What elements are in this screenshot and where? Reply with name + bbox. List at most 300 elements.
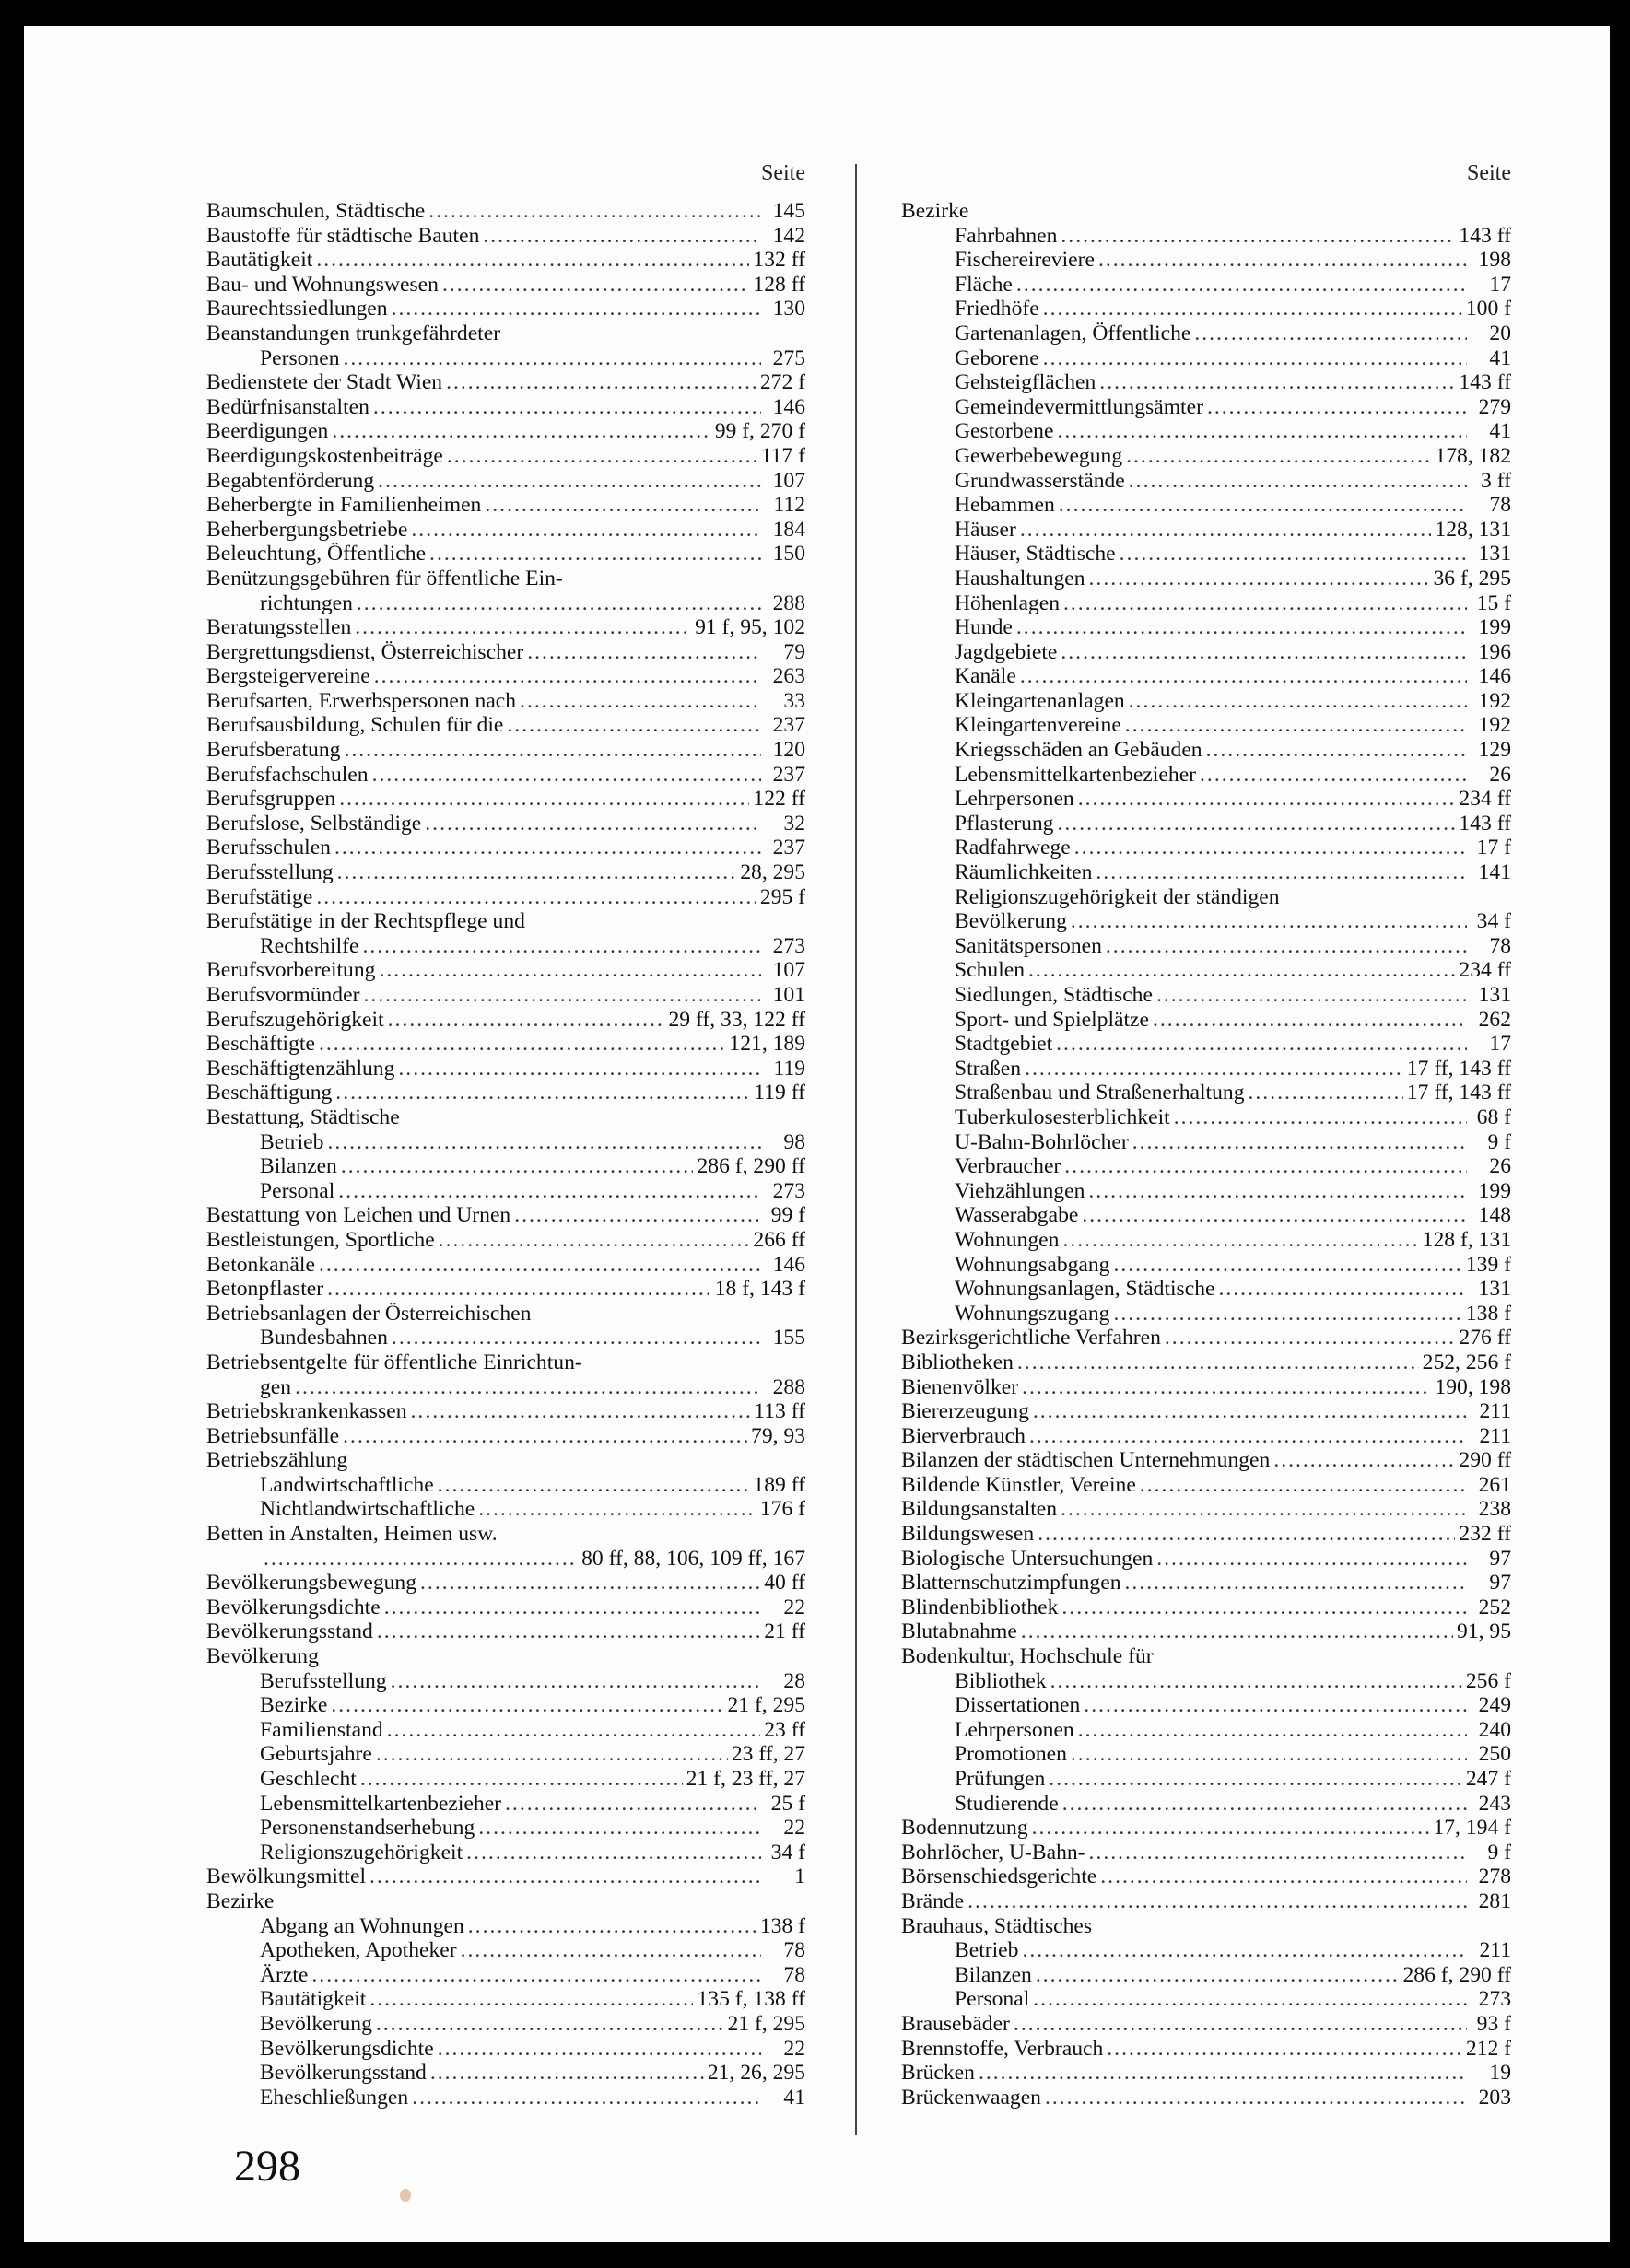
leader-dots (376, 1742, 728, 1767)
entry-page-ref: 240 (1478, 1717, 1511, 1742)
leader-dots (1207, 395, 1467, 420)
index-entry (901, 1130, 1511, 1155)
entry-page-ref: 107 (772, 958, 805, 983)
leader-dots (1062, 1228, 1418, 1253)
index-entry (901, 1228, 1511, 1253)
index-entry (901, 224, 1511, 249)
index-entry (206, 1742, 805, 1767)
index-entry (206, 1326, 805, 1350)
index-entry (901, 1816, 1511, 1841)
entry-page-ref: 252 (1478, 1595, 1511, 1619)
entry-term: Verbraucher (955, 1154, 1061, 1179)
entry-page-ref: 26 (1489, 762, 1511, 787)
index-entry (206, 860, 805, 885)
entry-term: Lehrpersonen (955, 787, 1074, 812)
index-entry (206, 1987, 805, 2012)
paper-spot (400, 2189, 411, 2202)
entry-page-ref: 212 f (1465, 2036, 1511, 2061)
entry-page-ref: 41 (1489, 419, 1511, 444)
entry-page-ref: 79, 93 (751, 1423, 805, 1448)
index-entry (901, 321, 1511, 346)
entry-term: Kanäle (955, 664, 1016, 689)
entry-page-ref: 262 (1478, 1007, 1511, 1032)
entry-term: Beschäftigung (206, 1081, 333, 1105)
entry-page-ref: 135 f, 138 ff (697, 1987, 805, 2012)
entry-page-ref: 1 (794, 1865, 805, 1889)
leader-dots (316, 248, 749, 273)
index-entry (901, 1522, 1511, 1547)
entry-page-ref: 276 ff (1459, 1326, 1511, 1350)
leader-dots (429, 542, 761, 567)
index-entry (901, 518, 1511, 543)
leader-dots (420, 1571, 760, 1596)
index-entry (901, 2086, 1511, 2110)
left-column-header: Seite (761, 161, 805, 185)
entry-page-ref: 93 f (1476, 2011, 1511, 2036)
leader-dots (1036, 1963, 1400, 1988)
entry-term: Bierverbrauch (901, 1423, 1026, 1448)
leader-dots (319, 1253, 761, 1278)
entry-term: Bevölkerungsbewegung (206, 1571, 417, 1596)
entry-term: Betriebskrankenkassen (206, 1399, 407, 1424)
entry-term: Gehsteigflächen (955, 370, 1096, 395)
index-entry (901, 713, 1511, 738)
entry-term: U-Bahn-Bohrlöcher (955, 1129, 1129, 1154)
entry-term: Bautätigkeit (260, 1987, 367, 2012)
index-entry (206, 1669, 805, 1694)
entry-page-ref: 249 (1478, 1693, 1511, 1718)
leader-dots (447, 444, 757, 469)
entry-page-ref: 22 (783, 2036, 805, 2061)
leader-dots (1126, 444, 1431, 469)
entry-page-ref: 122 ff (753, 787, 805, 812)
entry-page-ref: 142 (772, 223, 805, 248)
entry-term: Kriegsschäden an Gebäuden (955, 738, 1202, 763)
leader-dots (1061, 1497, 1467, 1522)
leader-dots (1020, 518, 1432, 543)
leader-dots (1089, 567, 1430, 591)
entry-page-ref: 243 (1478, 1791, 1511, 1816)
index-entry (901, 1889, 1511, 1914)
entry-term: Berufsschulen (206, 836, 331, 860)
leader-dots (1016, 615, 1467, 640)
entry-page-ref: 99 f (770, 1203, 805, 1228)
leader-dots (319, 1032, 725, 1057)
entry-term: Blutabnahme (901, 1619, 1017, 1644)
entry-page-ref: 250 (1478, 1742, 1511, 1767)
entry-page-ref: 237 (772, 836, 805, 860)
entry-page-ref: 22 (783, 1595, 805, 1619)
entry-term: Fischereireviere (955, 248, 1095, 273)
index-entry (901, 2012, 1511, 2037)
index-entry (206, 738, 805, 763)
entry-page-ref: 281 (1478, 1888, 1511, 1913)
leader-dots (369, 1987, 693, 2012)
entry-page-ref: 279 (1478, 394, 1511, 419)
entry-term: Begabtenförderung (206, 468, 375, 493)
entry-term: Wohnungen (955, 1227, 1060, 1252)
entry-page-ref: 78 (1489, 493, 1511, 518)
entry-term: Bestattung von Leichen und Urnen (206, 1203, 511, 1228)
leader-dots (1082, 1203, 1467, 1228)
entry-page-ref: 290 ff (1459, 1448, 1511, 1473)
index-entry (901, 689, 1511, 714)
entry-page-ref: 91, 95 (1457, 1619, 1511, 1644)
entry-page-ref: 272 f (759, 370, 805, 395)
entry-page-ref: 143 ff (1459, 811, 1511, 836)
entry-page-ref: 150 (772, 542, 805, 567)
entry-page-ref: 146 (772, 394, 805, 419)
entry-page-ref: 247 f (1465, 1767, 1511, 1791)
entry-term: Bedürfnisanstalten (206, 394, 369, 419)
entry-term: Bergsteigervereine (206, 664, 370, 689)
entry-page-ref: 232 ff (1459, 1522, 1511, 1547)
entry-term: Baurechtssiedlungen (206, 297, 388, 321)
leader-dots (1084, 1693, 1467, 1718)
index-entry (206, 1008, 805, 1033)
index-entry (901, 1644, 1511, 1669)
entry-term: Beherbergungsbetriebe (206, 517, 408, 542)
entry-term: Bestleistungen, Sportliche (206, 1227, 435, 1252)
index-entry (901, 885, 1511, 910)
entry-term: Viehzählungen (955, 1178, 1085, 1203)
index-entry (206, 2012, 805, 2037)
leader-dots (1029, 1424, 1467, 1449)
entry-term: Wasserabgabe (955, 1203, 1079, 1228)
index-entry (206, 983, 805, 1008)
index-entry (206, 321, 805, 346)
index-entry (206, 248, 805, 273)
index-entry (206, 1841, 805, 1865)
entry-page-ref: 28, 295 (740, 860, 805, 885)
leader-dots (1140, 1473, 1467, 1498)
index-entry (206, 664, 805, 689)
leader-dots (527, 640, 761, 665)
entry-term: Berufszugehörigkeit (206, 1007, 384, 1032)
entry-page-ref: 155 (772, 1326, 805, 1350)
entry-term: Personenstandserhebung (260, 1816, 475, 1841)
leader-dots (1129, 689, 1467, 714)
index-entry (206, 958, 805, 983)
entry-term: Promotionen (955, 1742, 1067, 1767)
entry-page-ref: 143 ff (1459, 370, 1511, 395)
leader-dots (1057, 419, 1467, 444)
entry-term: Bevölkerungsstand (260, 2061, 427, 2086)
index-entry (901, 763, 1511, 788)
entry-page-ref: 286 f, 290 ff (697, 1154, 805, 1179)
entry-term: Rechtshilfe (260, 933, 359, 958)
entry-page-ref: 32 (783, 811, 805, 836)
index-entry (206, 812, 805, 836)
entry-term: Religionszugehörigkeit der ständigen (955, 884, 1280, 909)
index-entry (901, 1057, 1511, 1081)
entry-page-ref: 3 ff (1481, 468, 1511, 493)
entry-page-ref: 17 f (1476, 836, 1511, 860)
entry-page-ref: 146 (772, 1252, 805, 1277)
entry-term: Gestorbene (955, 419, 1054, 444)
entry-page-ref: 119 ff (754, 1081, 805, 1105)
entry-page-ref: 91 f, 95, 102 (695, 615, 805, 640)
entry-term: Bevölkerungsstand (206, 1619, 373, 1644)
entry-page-ref: 237 (772, 762, 805, 787)
entry-page-ref: 120 (772, 738, 805, 763)
entry-term: Lebensmittelkartenbezieher (260, 1791, 502, 1816)
leader-dots (505, 1792, 761, 1817)
entry-term: Brücken (901, 2061, 975, 2086)
entry-page-ref: 22 (783, 1816, 805, 1841)
leader-dots (327, 1130, 761, 1155)
leader-dots (1038, 1522, 1455, 1547)
leader-dots (1156, 983, 1467, 1008)
entry-term: Bevölkerungsdichte (260, 2036, 434, 2061)
index-entry (901, 591, 1511, 616)
entry-page-ref: 28 (783, 1668, 805, 1693)
index-entry (901, 664, 1511, 689)
leader-dots (1174, 1105, 1467, 1130)
entry-page-ref: 196 (1478, 639, 1511, 664)
entry-term: Beschäftigte (206, 1032, 315, 1057)
entry-page-ref: 143 ff (1459, 223, 1511, 248)
entry-term: Bilanzen der städtischen Unternehmungen (901, 1448, 1271, 1473)
entry-page-ref: 33 (783, 688, 805, 713)
entry-page-ref: 23 ff, 27 (731, 1742, 805, 1767)
entry-page-ref: 190, 198 (1435, 1374, 1511, 1399)
index-entry (206, 934, 805, 959)
leader-dots (362, 934, 761, 959)
leader-dots (373, 395, 761, 420)
leader-dots (355, 615, 691, 640)
index-entry (901, 199, 1511, 224)
index-entry (206, 1644, 805, 1669)
leader-dots (1045, 2086, 1467, 2110)
entry-term: Gewerbebewegung (955, 443, 1123, 468)
entry-term: Berufsausbildung, Schulen für die (206, 713, 504, 738)
entry-term: Personal (955, 1987, 1030, 2012)
column-divider (855, 164, 857, 2135)
entry-page-ref: 139 f (1465, 1252, 1511, 1277)
index-entry (206, 1032, 805, 1057)
entry-term: Hunde (955, 615, 1013, 640)
index-entry (901, 1742, 1511, 1767)
leader-dots (514, 1203, 761, 1228)
leader-dots (1273, 1448, 1455, 1473)
index-entry (206, 199, 805, 224)
index-entry (901, 640, 1511, 665)
index-entry (206, 1154, 805, 1179)
entry-page-ref: 25 f (770, 1791, 805, 1816)
index-entry (901, 493, 1511, 518)
leader-dots (411, 518, 761, 543)
entry-term: Lehrpersonen (955, 1717, 1074, 1742)
leader-dots (1033, 1399, 1467, 1424)
entry-page-ref: 17 (1489, 1032, 1511, 1057)
entry-term: Betriebsanlagen der Österreichischen (206, 1301, 532, 1326)
entry-term: Bezirke (206, 1888, 275, 1913)
entry-term: Bohrlöcher, U-Bahn- (901, 1840, 1085, 1865)
leader-dots (507, 713, 761, 738)
entry-page-ref: 112 (773, 493, 805, 518)
entry-term: Bildungswesen (901, 1522, 1035, 1547)
entry-page-ref: 20 (1489, 321, 1511, 345)
entry-page-ref: 261 (1478, 1472, 1511, 1497)
left-column (206, 155, 805, 2110)
entry-term: Berufslose, Selbständige (206, 811, 422, 836)
entry-page-ref: 237 (772, 713, 805, 738)
index-entry (901, 1473, 1511, 1498)
index-entry (206, 469, 805, 494)
entry-page-ref: 234 ff (1459, 958, 1511, 983)
entry-page-ref: 132 ff (753, 248, 805, 273)
leader-dots (1078, 787, 1456, 812)
index-entry (206, 615, 805, 640)
entry-page-ref: 17 ff, 143 ff (1406, 1081, 1511, 1105)
index-entry (206, 1130, 805, 1155)
leader-dots (1074, 836, 1467, 860)
leader-dots (1125, 1571, 1468, 1596)
entry-term: Biererzeugung (901, 1399, 1029, 1424)
entry-page-ref: 117 f (760, 443, 805, 468)
leader-dots (1043, 346, 1467, 371)
entry-term: Radfahrwege (955, 836, 1071, 860)
index-entry (206, 1767, 805, 1792)
entry-page-ref: 234 ff (1459, 787, 1511, 812)
index-entry (206, 444, 805, 469)
leader-dots (1025, 1057, 1403, 1081)
entry-term: Kleingartenanlagen (955, 688, 1125, 713)
leader-dots (388, 1008, 665, 1033)
entry-page-ref: 128 f, 131 (1422, 1227, 1511, 1252)
index-entry (901, 615, 1511, 640)
index-entry (206, 1277, 805, 1302)
entry-term: Bundesbahnen (260, 1326, 388, 1350)
leader-dots (1113, 1253, 1461, 1278)
entry-term: Benützungsgebühren für öffentliche Ein- (206, 566, 563, 590)
index-entry (901, 958, 1511, 983)
leader-dots (332, 419, 710, 444)
entry-page-ref: 100 f (1465, 297, 1511, 321)
leader-dots (1200, 763, 1467, 788)
leader-dots (1129, 469, 1467, 494)
entry-term: Pflasterung (955, 811, 1054, 836)
entry-term: Bilanzen (955, 1962, 1032, 1987)
leader-dots (357, 591, 761, 616)
entry-page-ref: 178, 182 (1435, 443, 1511, 468)
entry-term: Beerdigungskostenbeiträge (206, 443, 443, 468)
entry-term: Bestattung, Städtische (206, 1105, 400, 1129)
entry-term: Betriebsentgelte für öffentliche Einrichtun- (206, 1350, 582, 1374)
entry-term: Bienenvölker (901, 1374, 1019, 1399)
leader-dots (372, 763, 761, 788)
entry-term: Straßenbau und Straßenerhaltung (955, 1081, 1245, 1105)
entry-term: Studierende (955, 1791, 1059, 1816)
leader-dots (295, 1375, 761, 1400)
leader-dots (327, 1277, 711, 1302)
index-entry (206, 1522, 805, 1547)
entry-page-ref: 97 (1489, 1571, 1511, 1596)
entry-term: Bibliotheken (901, 1350, 1014, 1374)
entry-page-ref: 288 (772, 1374, 805, 1399)
leader-dots (391, 1669, 761, 1694)
entry-page-ref: 176 f (759, 1497, 805, 1522)
leader-dots (337, 860, 737, 885)
index-entry (206, 836, 805, 860)
entry-page-ref: 29 ff, 33, 122 ff (668, 1007, 805, 1032)
entry-page-ref: 17 ff, 143 ff (1406, 1056, 1511, 1081)
index-entry (901, 1571, 1511, 1596)
index-entry (901, 542, 1511, 567)
entry-page-ref: 273 (1478, 1987, 1511, 2012)
index-entry (901, 1032, 1511, 1057)
index-entry (901, 860, 1511, 885)
leader-dots (376, 2012, 724, 2037)
entry-term: Betriebsunfälle (206, 1423, 340, 1448)
entry-page-ref: 23 ff (764, 1717, 805, 1742)
index-entry (901, 1105, 1511, 1130)
entry-page-ref: 128, 131 (1435, 517, 1511, 542)
entry-page-ref: 148 (1478, 1203, 1511, 1228)
index-entry (901, 297, 1511, 321)
entry-term: Haushaltungen (955, 566, 1085, 590)
index-entry (206, 1816, 805, 1841)
entry-term: Beerdigungen (206, 419, 329, 444)
entry-page-ref: 68 f (1476, 1105, 1511, 1129)
entry-page-ref: 34 f (1476, 909, 1511, 934)
page-number: 298 (234, 2142, 300, 2191)
entry-term: Betrieb (955, 1938, 1019, 1963)
index-entry (901, 1963, 1511, 1988)
leader-dots (316, 885, 756, 910)
leader-dots (425, 812, 761, 836)
entry-page-ref: 211 (1479, 1423, 1511, 1448)
leader-dots (384, 1596, 761, 1620)
entry-page-ref: 131 (1478, 542, 1511, 567)
entry-page-ref: 17 (1489, 272, 1511, 297)
entry-page-ref: 141 (1478, 860, 1511, 885)
entry-term: Häuser, Städtische (955, 542, 1116, 567)
leader-dots (1165, 1326, 1456, 1350)
leader-dots (338, 1179, 761, 1204)
leader-dots (335, 1081, 750, 1105)
leader-dots (377, 1619, 760, 1644)
index-entry (206, 885, 805, 910)
entry-page-ref: 238 (1478, 1497, 1511, 1522)
entry-term: Kleingartenvereine (955, 713, 1121, 738)
leader-dots (1088, 1179, 1467, 1204)
index-entry (901, 567, 1511, 591)
leader-dots (1021, 1619, 1453, 1644)
index-entry (206, 370, 805, 395)
leader-dots (1014, 2012, 1467, 2037)
index-entry (901, 1547, 1511, 1572)
index-entry (901, 1008, 1511, 1033)
entry-page-ref: 211 (1479, 1399, 1511, 1424)
entry-term: Geschlecht (260, 1767, 357, 1791)
leader-dots (412, 2086, 761, 2110)
entry-page-ref: 199 (1478, 1178, 1511, 1203)
entry-page-ref: 189 ff (753, 1472, 805, 1497)
entry-term: Religionszugehörigkeit (260, 1840, 463, 1865)
entry-page-ref: 138 f (1465, 1301, 1511, 1326)
leader-dots (398, 1057, 761, 1081)
index-entry (206, 493, 805, 518)
entry-term: Betonpflaster (206, 1277, 324, 1302)
leader-dots (1057, 812, 1455, 836)
entry-term: Bildende Künstler, Vereine (901, 1472, 1136, 1497)
index-entry (206, 1179, 805, 1204)
index-entry (901, 909, 1511, 934)
index-entry (901, 2037, 1511, 2062)
entry-page-ref: 119 (773, 1056, 805, 1081)
